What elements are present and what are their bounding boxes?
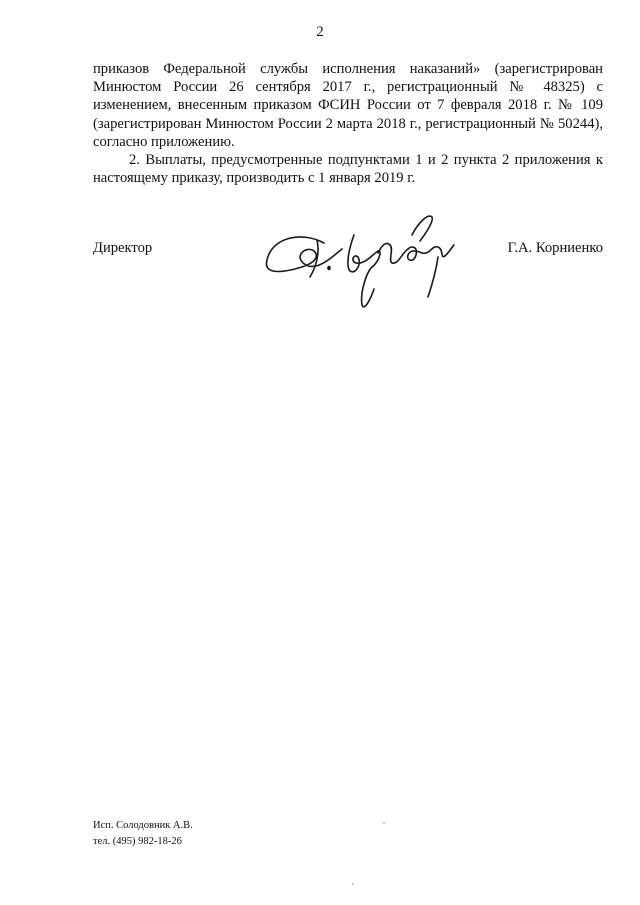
executor-phone: тел. (495) 982-18-26 xyxy=(93,836,182,847)
signer-name: Г.А. Корниенко xyxy=(507,240,603,256)
paragraph-item-2: 2. Выплаты, предусмотренные подпунктами 1 и 2 пункта 2 приложения к настоящему приказу, производить с 1 января 2019 г. xyxy=(93,152,603,187)
signer-position: Директор xyxy=(93,240,153,256)
executor-name: Исп. Солодовник А.В. xyxy=(93,820,193,831)
page-number: 2 xyxy=(316,24,324,40)
handwritten-signature xyxy=(262,205,457,315)
body-text xyxy=(93,60,603,187)
scan-speck xyxy=(383,822,385,824)
executor-info xyxy=(93,818,193,850)
paragraph-continuation: приказов Федеральной службы исполнения наказаний» (зарегистрирован Минюстом России 26 сентября 2017 г., регистрационный № 48325) с изменением, внесенным приказом ФСИН России от 7 февраля 2018 г. № 109 (зарегистрирован Минюстом России 2 марта 2018 г., регистрационный № 50244), согласно приложению. xyxy=(93,61,603,150)
scan-speck xyxy=(352,883,354,885)
